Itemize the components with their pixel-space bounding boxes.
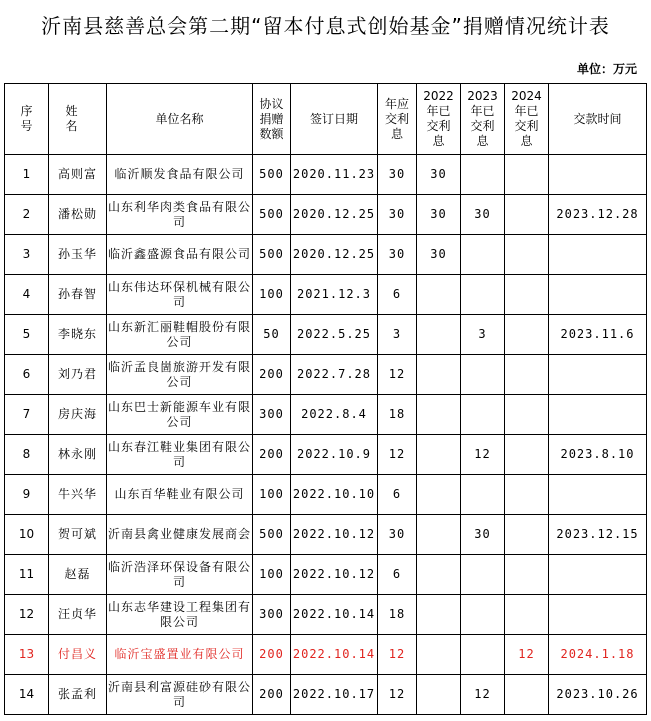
cell-date: 2022.10.9	[291, 435, 378, 475]
header-seq: 序号	[5, 84, 49, 155]
cell-paid-2022: 30	[417, 195, 461, 235]
header-company: 单位名称	[107, 84, 253, 155]
page-title: 沂南县慈善总会第二期“留本付息式创始基金”捐赠情况统计表	[41, 14, 610, 38]
cell-company: 临沂孟良崮旅游开发有限公司	[107, 355, 253, 395]
header-row	[5, 84, 647, 155]
cell-name: 付昌义	[49, 635, 107, 675]
cell-company: 山东伟达环保机械有限公司	[107, 275, 253, 315]
table-row	[5, 555, 647, 595]
cell-seq: 4	[5, 275, 49, 315]
cell-paid-2022	[417, 515, 461, 555]
cell-name: 潘松勋	[49, 195, 107, 235]
cell-paid-2024	[505, 515, 549, 555]
cell-seq: 10	[5, 515, 49, 555]
cell-paid-2022	[417, 275, 461, 315]
header-paid-2023: 2023年已交利息	[461, 84, 505, 155]
cell-amount: 300	[253, 395, 291, 435]
cell-amount: 50	[253, 315, 291, 355]
cell-company: 沂南县禽业健康发展商会	[107, 515, 253, 555]
header-paid-2024: 2024年已交利息	[505, 84, 549, 155]
donation-table	[4, 83, 647, 715]
header-pay-time: 交款时间	[549, 84, 647, 155]
cell-date: 2022.10.14	[291, 635, 378, 675]
cell-paid-2024	[505, 595, 549, 635]
cell-date: 2022.8.4	[291, 395, 378, 435]
cell-pay-time	[549, 555, 647, 595]
cell-name: 孙春智	[49, 275, 107, 315]
cell-seq: 11	[5, 555, 49, 595]
cell-annual-interest: 3	[378, 315, 417, 355]
cell-paid-2023	[461, 595, 505, 635]
cell-amount: 500	[253, 155, 291, 195]
cell-pay-time	[549, 235, 647, 275]
cell-seq: 1	[5, 155, 49, 195]
cell-paid-2022	[417, 395, 461, 435]
cell-seq: 7	[5, 395, 49, 435]
cell-company: 沂南县利富源硅砂有限公司	[107, 675, 253, 715]
cell-paid-2023: 12	[461, 675, 505, 715]
cell-paid-2024	[505, 315, 549, 355]
header-amount: 协议捐赠数额	[253, 84, 291, 155]
cell-amount: 500	[253, 195, 291, 235]
table-row	[5, 435, 647, 475]
cell-pay-time	[549, 275, 647, 315]
cell-amount: 100	[253, 475, 291, 515]
cell-company: 临沂浩泽环保设备有限公司	[107, 555, 253, 595]
cell-amount: 200	[253, 355, 291, 395]
cell-paid-2022	[417, 435, 461, 475]
cell-pay-time: 2023.12.28	[549, 195, 647, 235]
cell-seq: 2	[5, 195, 49, 235]
cell-date: 2022.10.12	[291, 515, 378, 555]
cell-paid-2022	[417, 355, 461, 395]
cell-date: 2022.7.28	[291, 355, 378, 395]
cell-paid-2023	[461, 395, 505, 435]
cell-paid-2023	[461, 275, 505, 315]
cell-pay-time: 2023.10.26	[549, 675, 647, 715]
cell-company: 山东利华肉类食品有限公司	[107, 195, 253, 235]
cell-date: 2022.10.12	[291, 555, 378, 595]
cell-name: 贺可斌	[49, 515, 107, 555]
cell-pay-time	[549, 155, 647, 195]
cell-date: 2020.12.25	[291, 195, 378, 235]
cell-company: 临沂鑫盛源食品有限公司	[107, 235, 253, 275]
cell-pay-time: 2023.8.10	[549, 435, 647, 475]
cell-paid-2023: 30	[461, 195, 505, 235]
cell-pay-time	[549, 395, 647, 435]
table-row	[5, 355, 647, 395]
table-row	[5, 275, 647, 315]
cell-company: 山东百华鞋业有限公司	[107, 475, 253, 515]
cell-paid-2024	[505, 475, 549, 515]
cell-paid-2023	[461, 635, 505, 675]
cell-name: 孙玉华	[49, 235, 107, 275]
header-annual-interest: 年应交利息	[378, 84, 417, 155]
cell-seq: 13	[5, 635, 49, 675]
cell-name: 汪贞华	[49, 595, 107, 635]
table-row	[5, 475, 647, 515]
cell-amount: 300	[253, 595, 291, 635]
cell-amount: 200	[253, 635, 291, 675]
cell-name: 刘乃君	[49, 355, 107, 395]
cell-paid-2022	[417, 555, 461, 595]
cell-paid-2024: 12	[505, 635, 549, 675]
cell-annual-interest: 12	[378, 675, 417, 715]
cell-annual-interest: 6	[378, 475, 417, 515]
table-row	[5, 235, 647, 275]
cell-company: 山东巴士新能源车业有限公司	[107, 395, 253, 435]
cell-annual-interest: 18	[378, 395, 417, 435]
cell-paid-2022: 30	[417, 235, 461, 275]
cell-pay-time: 2024.1.18	[549, 635, 647, 675]
cell-seq: 12	[5, 595, 49, 635]
cell-date: 2021.12.3	[291, 275, 378, 315]
cell-paid-2024	[505, 435, 549, 475]
cell-paid-2022	[417, 595, 461, 635]
cell-date: 2022.10.14	[291, 595, 378, 635]
cell-annual-interest: 18	[378, 595, 417, 635]
table-row	[5, 635, 647, 675]
cell-company: 临沂宝盛置业有限公司	[107, 635, 253, 675]
cell-paid-2024	[505, 675, 549, 715]
cell-name: 牛兴华	[49, 475, 107, 515]
cell-company: 山东志华建设工程集团有限公司	[107, 595, 253, 635]
cell-paid-2022	[417, 315, 461, 355]
cell-seq: 9	[5, 475, 49, 515]
cell-company: 临沂顺发食品有限公司	[107, 155, 253, 195]
cell-paid-2022	[417, 635, 461, 675]
cell-annual-interest: 6	[378, 275, 417, 315]
cell-amount: 500	[253, 515, 291, 555]
cell-paid-2022	[417, 675, 461, 715]
cell-name: 高则富	[49, 155, 107, 195]
cell-annual-interest: 30	[378, 235, 417, 275]
cell-name: 赵磊	[49, 555, 107, 595]
cell-date: 2020.11.23	[291, 155, 378, 195]
table-row	[5, 595, 647, 635]
cell-paid-2024	[505, 195, 549, 235]
cell-amount: 100	[253, 275, 291, 315]
table-row	[5, 315, 647, 355]
table-body	[5, 155, 647, 715]
cell-seq: 6	[5, 355, 49, 395]
cell-annual-interest: 6	[378, 555, 417, 595]
cell-seq: 3	[5, 235, 49, 275]
table-row	[5, 675, 647, 715]
cell-paid-2024	[505, 355, 549, 395]
table-row	[5, 395, 647, 435]
table-row	[5, 195, 647, 235]
cell-annual-interest: 12	[378, 355, 417, 395]
cell-amount: 100	[253, 555, 291, 595]
cell-paid-2023: 30	[461, 515, 505, 555]
cell-seq: 5	[5, 315, 49, 355]
cell-pay-time: 2023.11.6	[549, 315, 647, 355]
cell-pay-time	[549, 355, 647, 395]
cell-date: 2022.10.17	[291, 675, 378, 715]
cell-seq: 8	[5, 435, 49, 475]
cell-date: 2022.10.10	[291, 475, 378, 515]
cell-paid-2024	[505, 235, 549, 275]
cell-date: 2020.12.25	[291, 235, 378, 275]
cell-paid-2024	[505, 155, 549, 195]
cell-name: 张孟利	[49, 675, 107, 715]
table-row	[5, 515, 647, 555]
cell-paid-2023	[461, 235, 505, 275]
cell-amount: 200	[253, 435, 291, 475]
cell-paid-2024	[505, 395, 549, 435]
cell-pay-time	[549, 475, 647, 515]
cell-name: 房庆海	[49, 395, 107, 435]
cell-paid-2023	[461, 155, 505, 195]
cell-date: 2022.5.25	[291, 315, 378, 355]
cell-paid-2022: 30	[417, 155, 461, 195]
unit-label: 单位：万元	[576, 62, 637, 76]
cell-paid-2022	[417, 475, 461, 515]
cell-paid-2023	[461, 555, 505, 595]
cell-annual-interest: 30	[378, 195, 417, 235]
cell-paid-2024	[505, 275, 549, 315]
cell-annual-interest: 30	[378, 155, 417, 195]
cell-paid-2023	[461, 475, 505, 515]
header-name: 姓 名	[49, 84, 107, 155]
cell-name: 李晓东	[49, 315, 107, 355]
header-date: 签订日期	[291, 84, 378, 155]
cell-pay-time	[549, 595, 647, 635]
cell-annual-interest: 12	[378, 435, 417, 475]
cell-annual-interest: 30	[378, 515, 417, 555]
cell-annual-interest: 12	[378, 635, 417, 675]
cell-company: 山东新汇丽鞋帽股份有限公司	[107, 315, 253, 355]
cell-amount: 500	[253, 235, 291, 275]
cell-paid-2023	[461, 355, 505, 395]
cell-company: 山东春江鞋业集团有限公司	[107, 435, 253, 475]
cell-paid-2023: 3	[461, 315, 505, 355]
header-paid-2022: 2022年已交利息	[417, 84, 461, 155]
cell-seq: 14	[5, 675, 49, 715]
cell-paid-2023: 12	[461, 435, 505, 475]
cell-amount: 200	[253, 675, 291, 715]
cell-name: 林永刚	[49, 435, 107, 475]
cell-paid-2024	[505, 555, 549, 595]
cell-pay-time: 2023.12.15	[549, 515, 647, 555]
table-row	[5, 155, 647, 195]
